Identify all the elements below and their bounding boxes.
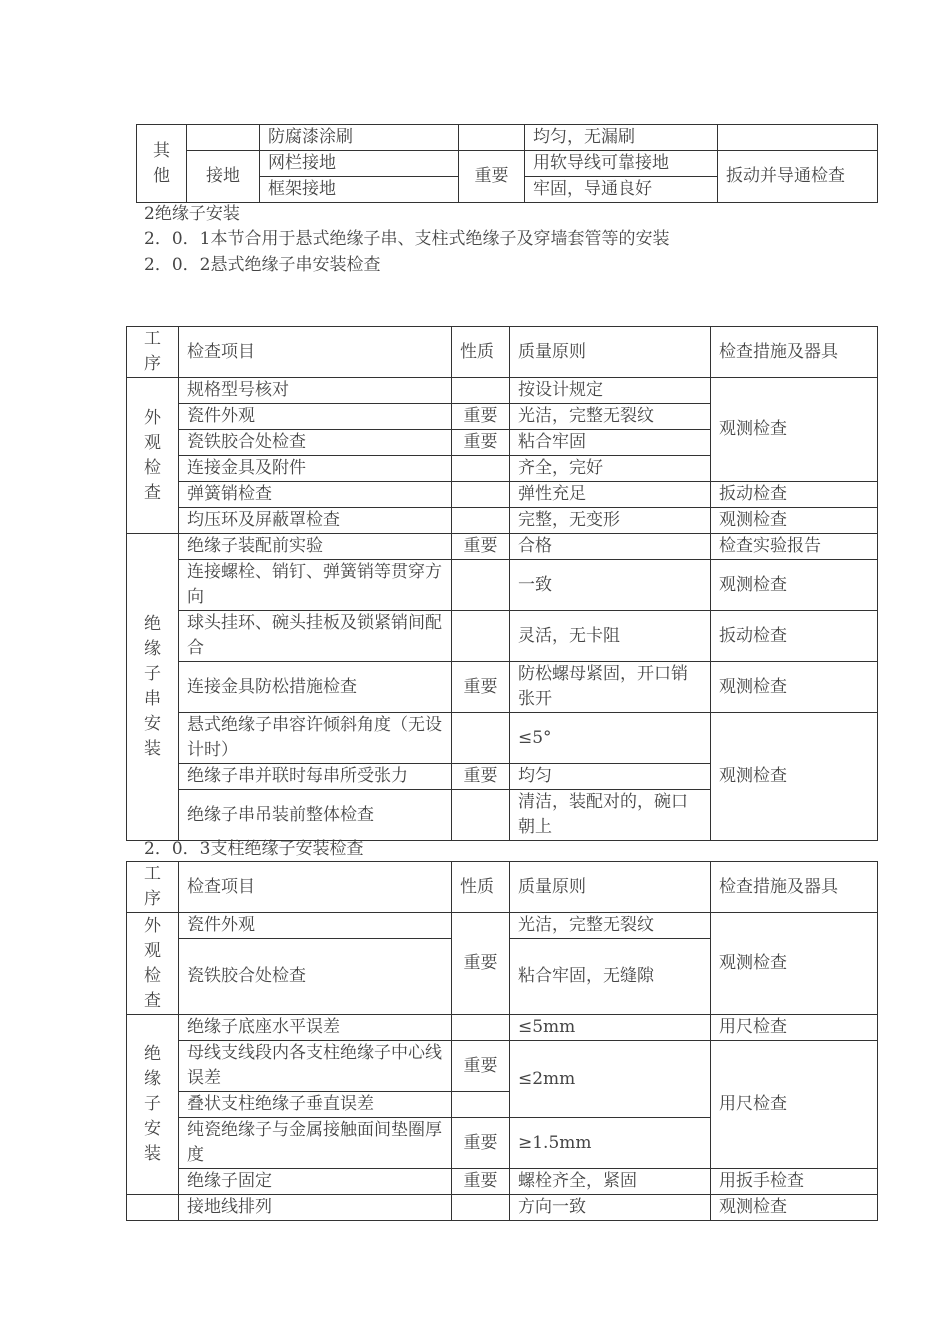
cell-nature: 重要 [459,151,525,203]
cell-item: 球头挂环、碗头挂板及锁紧销间配合 [179,611,452,662]
cell-standard: 牢固，导通良好 [525,177,718,203]
cell-item: 悬式绝缘子串容许倾斜角度（无设计时） [179,713,452,764]
grounding-table [136,124,878,203]
cell-nature [452,482,510,508]
cell-nature [452,378,510,404]
cell-method: 观测检查 [711,913,878,1015]
cell-item: 连接金具及附件 [179,456,452,482]
cell-standard: 齐全，完好 [510,456,711,482]
cell-nature: 重要 [452,662,510,713]
cell-standard: 清洁，装配对的，碗口朝上 [510,790,711,841]
cell-method: 观测检查 [711,662,878,713]
cell-item: 网栏接地 [260,151,459,177]
cell-method: 扳动检查 [711,611,878,662]
cell-item: 瓷铁胶合处检查 [179,939,452,1015]
header-process: 工序 [127,862,179,913]
header-item: 检查项目 [179,862,452,913]
cell-item: 均压环及屏蔽罩检查 [179,508,452,534]
cell-standard: 灵活，无卡阻 [510,611,711,662]
cell-item: 绝缘子串并联时每串所受张力 [179,764,452,790]
group-label-other: 其他 [137,125,187,203]
cell-nature [452,611,510,662]
cell-item: 瓷铁胶合处检查 [179,430,452,456]
header-method: 检查措施及器具 [711,327,878,378]
cell-item: 连接金具防松措施检查 [179,662,452,713]
cell-nature: 重要 [452,430,510,456]
cell-method: 用扳手检查 [711,1169,878,1195]
group-label-appearance: 外观检查 [127,378,179,534]
cell-standard: 螺栓齐全，紧固 [510,1169,711,1195]
cell-standard: ≥1.5mm [510,1118,711,1169]
cell-item: 弹簧销检查 [179,482,452,508]
cell-item: 纯瓷绝缘子与金属接触面间垫圈厚度 [179,1118,452,1169]
cell-nature: 重要 [452,1041,510,1092]
cell-method: 扳动检查 [711,482,878,508]
paragraph-scope: 2．0．1本节合用于悬式绝缘子串、支柱式绝缘子及穿墙套管等的安装 [144,229,670,249]
cell-nature: 重要 [452,534,510,560]
cell-method: 观测检查 [711,713,878,841]
cell-item: 绝缘子固定 [179,1169,452,1195]
post-insulator-table [126,861,878,1221]
group-label-string-install: 绝缘子串安装 [127,534,179,841]
cell-item: 规格型号核对 [179,378,452,404]
suspension-insulator-table [126,326,878,841]
cell-standard: 粘合牢固，无缝隙 [510,939,711,1015]
cell-item: 母线支线段内各支柱绝缘子中心线误差 [179,1041,452,1092]
cell-item: 叠状支柱绝缘子垂直误差 [179,1092,452,1118]
group-label-insulator-install: 绝缘子安装 [127,1015,179,1195]
header-method: 检查措施及器具 [711,862,878,913]
cell-nature [452,456,510,482]
cell-standard: 方向一致 [510,1195,711,1221]
cell-method: 检查实验报告 [711,534,878,560]
empty-cell [718,125,878,151]
empty-cell [127,1195,179,1221]
cell-item: 框架接地 [260,177,459,203]
cell-item: 连接螺栓、销钉、弹簧销等贯穿方向 [179,560,452,611]
header-nature: 性质 [452,862,510,913]
cell-standard: 均匀，无漏刷 [525,125,718,151]
cell-method: 扳动并导通检查 [718,151,878,203]
cell-standard: 一致 [510,560,711,611]
empty-cell [459,125,525,151]
group-label-appearance: 外观检查 [127,913,179,1015]
cell-method: 观测检查 [711,1195,878,1221]
cell-standard: ≤5mm [510,1015,711,1041]
cell-standard: 合格 [510,534,711,560]
cell-nature [452,1015,510,1041]
header-item: 检查项目 [179,327,452,378]
cell-method: 观测检查 [711,508,878,534]
cell-standard: 粘合牢固 [510,430,711,456]
empty-cell [452,1195,510,1221]
cell-standard: ≤5° [510,713,711,764]
cell-method: 用尺检查 [711,1041,878,1169]
cell-nature [452,560,510,611]
cell-nature: 重要 [452,1169,510,1195]
sub-label-grounding: 接地 [187,151,260,203]
cell-item: 瓷件外观 [179,404,452,430]
cell-standard: 用软导线可靠接地 [525,151,718,177]
cell-nature [452,790,510,841]
empty-cell [187,125,260,151]
cell-standard: 光洁，完整无裂纹 [510,404,711,430]
cell-item: 绝缘子底座水平误差 [179,1015,452,1041]
cell-standard: ≤2mm [510,1041,711,1118]
cell-method: 观测检查 [711,378,878,482]
cell-standard: 完整，无变形 [510,508,711,534]
cell-nature: 重要 [452,1118,510,1169]
cell-nature: 重要 [452,404,510,430]
header-standard: 质量原则 [510,862,711,913]
cell-nature: 重要 [452,913,510,1015]
cell-nature [452,713,510,764]
header-nature: 性质 [452,327,510,378]
cell-nature: 重要 [452,764,510,790]
cell-standard: 弹性充足 [510,482,711,508]
header-standard: 质量原则 [510,327,711,378]
cell-item: 瓷件外观 [179,913,452,939]
section-title: 2绝缘子安装 [144,204,240,224]
cell-item: 接地线排列 [179,1195,452,1221]
cell-standard: 按设计规定 [510,378,711,404]
cell-item: 绝缘子装配前实验 [179,534,452,560]
cell-method: 观测检查 [711,560,878,611]
cell-standard: 防松螺母紧固，开口销张开 [510,662,711,713]
cell-nature [452,1092,510,1118]
cell-standard: 光洁，完整无裂纹 [510,913,711,939]
cell-item: 绝缘子串吊装前整体检查 [179,790,452,841]
paragraph-post-insulator-check: 2．0．3支柱绝缘子安装检查 [144,839,364,859]
cell-method: 用尺检查 [711,1015,878,1041]
cell-standard: 均匀 [510,764,711,790]
header-process: 工序 [127,327,179,378]
cell-item: 防腐漆涂刷 [260,125,459,151]
paragraph-suspension-check: 2．0．2悬式绝缘子串安装检查 [144,255,381,275]
cell-nature [452,508,510,534]
